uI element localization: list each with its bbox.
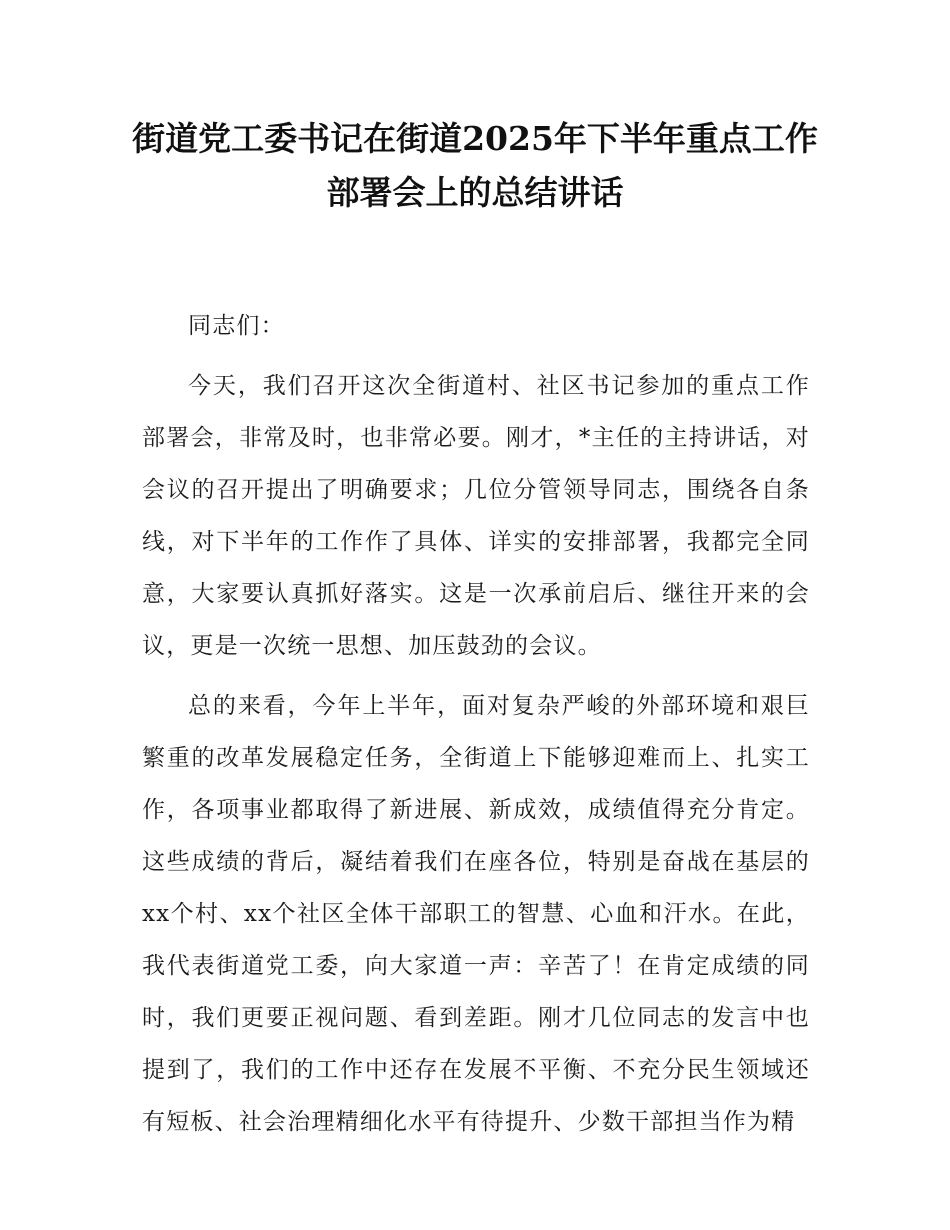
paragraph: 今天，我们召开这次全街道村、社区书记参加的重点工作部署会，非常及时，也非常必要。刚才，*主任的主持讲话，对会议的召开提出了明确要求；几位分管领导同志，围绕各自条线，对下半年的工作作了具体、详实的安排部署，我都完全同意，大家要认真抓好落实。这是一次承前启后、继往开来的会议，更是一次统一思想、加压鼓劲的会议。 bbox=[142, 373, 810, 659]
paragraph: 总的来看，今年上半年，面对复杂严峻的外部环境和艰巨繁重的改革发展稳定任务，全街道上下能够迎难而上、扎实工作，各项事业都取得了新进展、新成效，成绩值得充分肯定。这些成绩的背后，凝结着我们在座各位，特别是奋战在基层的xx个村、xx个社区全体干部职工的智慧、心血和汗水。在此，我代表街道党工委，向大家道一声：辛苦了！在肯定成绩的同时，我们更要正视问题、看到差距。刚才几位同志的发言中也提到了，我们的工作中还存在发展不平衡、不充分民生领域还有短板、社会治理精细化水平有待提升、少数干部担当作为精 bbox=[142, 693, 810, 1135]
salutation: 同志们： bbox=[188, 313, 285, 339]
document-body bbox=[142, 300, 810, 1156]
document-title: 街道党工委书记在街道2025年下半年重点工作部署会上的总结讲话 bbox=[132, 119, 818, 212]
